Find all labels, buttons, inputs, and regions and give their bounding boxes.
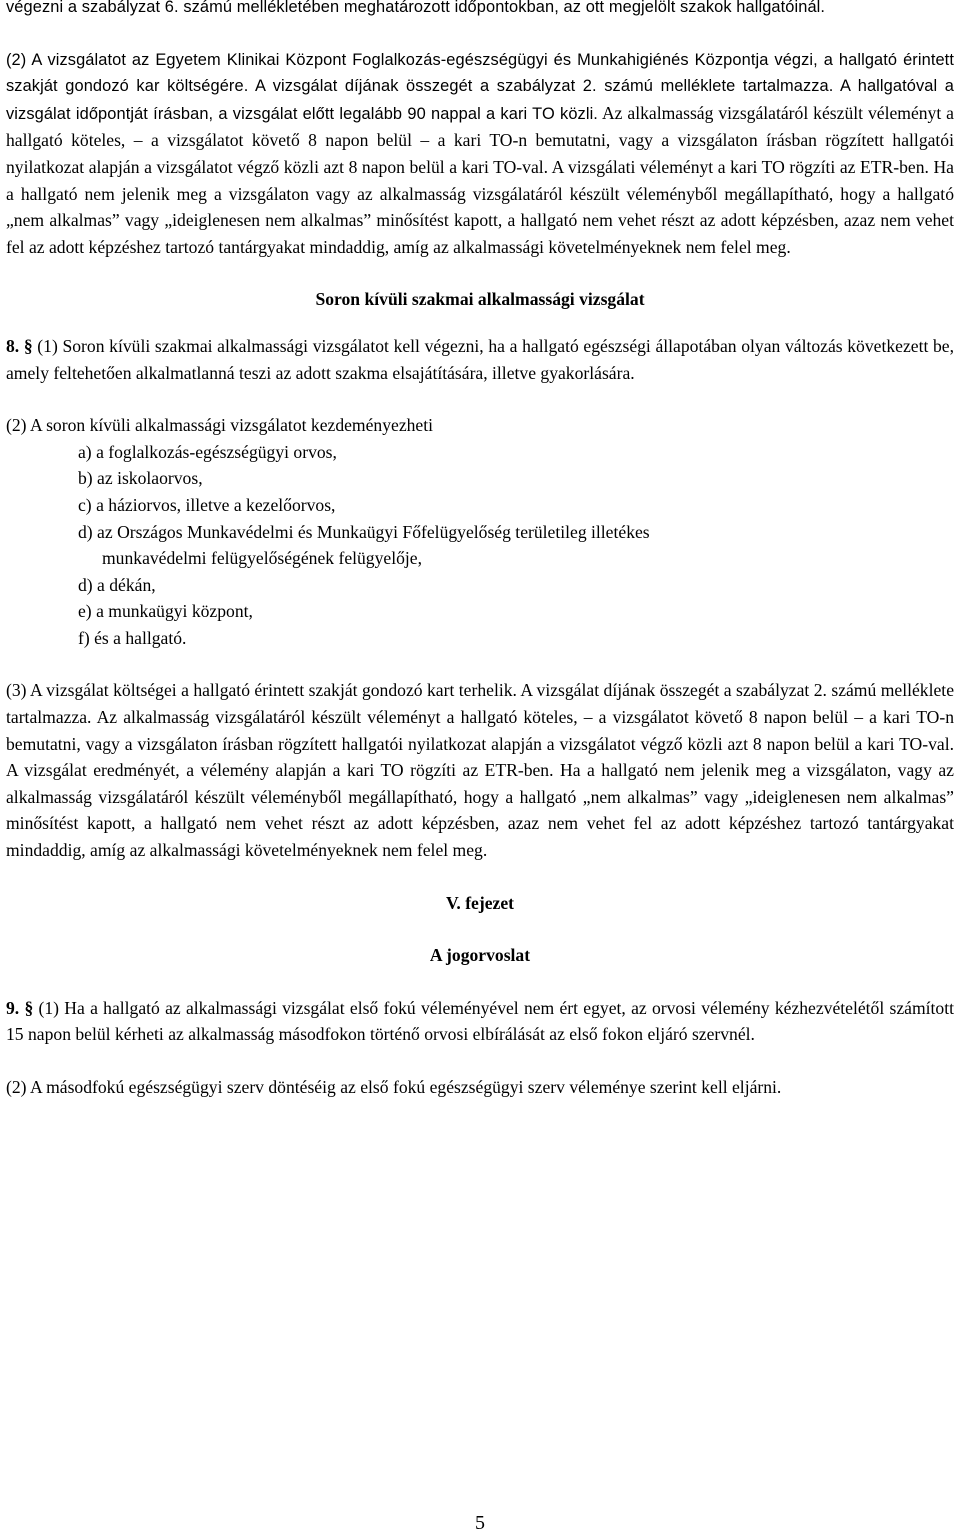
paragraph-8-2-intro: (2) A soron kívüli alkalmassági vizsgálatot kezdeményezheti [6,415,434,436]
paragraph-7-2-sans-part: (2) A vizsgálatot az Egyetem Klinikai Központ Foglalkozás-egészségügyi és Munkahigiénés Központja végzi, a hallgató érintett szakját gondozó kar költségére. A vizsgálat díjának összegét a szabályzat 2. számú melléklete tartalmazza. A hallgatóval a vizsgálat időpontját írásban, a vizsgálat előtt legalább 90 nappal a kari TO közli. [6,50,954,123]
page-number: 5 [475,1512,485,1534]
section-9-label: 9. § [6,997,34,1018]
paragraph-9-2: (2) A másodfokú egészségügyi szerv döntéséig az első fokú egészségügyi szerv véleménye szerint kell eljárni. [6,1077,782,1097]
section-8-label: 8. § [6,335,33,356]
list-item: d) az Országos Munkavédelmi és Munkaügyi Főfelügyelőség területileg illetékes [78,521,650,542]
document-body [6,0,954,1101]
paragraph-8-3: (3) A vizsgálat költségei a hallgató érintett szakját gondozó kart terhelik. A vizsgálat díjának összegét a szabályzat 2. számú melléklete tartalmazza. Az alkalmasság vizsgálatáról készült véleményt a hallgató köteles, – a vizsgálatot követő 8 napon belül – a kari TO-n bemutatni, vagy a vizsgálaton írásban rögzített hallgatói nyilatkozat alapján a vizsgálatot végző közli azt 8 napon belül a kari TO-val. A vizsgálat eredményét, a vélemény alapján a kari TO rögzíti az ETR-ben. Ha a hallgató nem jelenik meg a vizsgálaton, vagy az alkalmasság vizsgálatáról készült véleményből megállapítható, hogy a hallgató „nem alkalmas” vagy „ideiglenesen nem alkalmas” minősítést kapott, a hallgató nem vehet részt az adott képzésben, azaz nem vehet fel az adott képzéshez tartozó tantárgyakat mindaddig, amíg az alkalmassági követelményeknek nem felel meg. [6,680,954,861]
paragraph-8-1 [6,333,954,386]
section-heading-soron-kivuli: Soron kívüli szakmai alkalmassági vizsgálat [315,289,645,310]
list-item-continuation: munkavédelmi felügyelőségének felügyelője, [102,548,422,569]
list-item: b) az iskolaorvos, [78,468,203,489]
paragraph-9-1-text: (1) Ha a hallgató az alkalmassági vizsgálat első fokú véleményével nem ért egyet, az orvosi vélemény kézhezvételétől számított 15 napon belül kérheti az alkalmasság másodfokon történő orvosi elbírálását az első fokon eljáró szervnél. [6,997,955,1045]
chapter-title: A jogorvoslat [429,945,531,966]
chapter-number: V. fejezet [445,892,515,913]
paragraph-8-1-text: (1) Soron kívüli szakmai alkalmassági vizsgálatot kell végezni, ha a hallgató egészségi állapotában olyan változás következett be, amely feltehetően alkalmatlanná teszi az adott szakma elsajátítására, illetve gyakorlására. [6,335,955,383]
list-item: c) a háziorvos, illetve a kezelőorvos, [78,494,336,515]
list-item: f) és a hallgató. [78,627,187,648]
list-item: e) a munkaügyi központ, [78,601,253,622]
paragraph-continuation: végezni a szabályzat 6. számú mellékletében meghatározott időpontokban, az ott megjelölt szakok hallgatóinál. [6,0,826,16]
initiator-list [6,439,954,652]
paragraph-9-1 [6,995,954,1048]
paragraph-7-2-serif-part: Az alkalmasság vizsgálatáról készült véleményt a hallgató köteles, – a vizsgálatot követő 8 napon belül – a kari TO-n bemutatni, vagy a vizsgálaton írásban rögzített hallgatói nyilatkozat alapján a vizsgálatot végző közli azt 8 napon belül a kari TO-val. A vizsgálati véleményt a kari TO rögzíti az ETR-ben. Ha a hallgató nem jelenik meg a vizsgálaton vagy az alkalmasság vizsgálatáról készült véleményből megállapítható, hogy a hallgató „nem alkalmas” vagy „ideiglenesen nem alkalmas” minősítést kapott, a hallgató nem vehet részt az adott képzésben, azaz nem vehet fel az adott képzéshez tartozó tantárgyakat mindaddig, amíg az alkalmassági követelményeknek nem felel meg. [6,102,954,257]
list-item: d) a dékán, [78,574,156,595]
list-item: a) a foglalkozás-egészségügyi orvos, [78,441,337,462]
paragraph-7-2 [6,47,954,261]
